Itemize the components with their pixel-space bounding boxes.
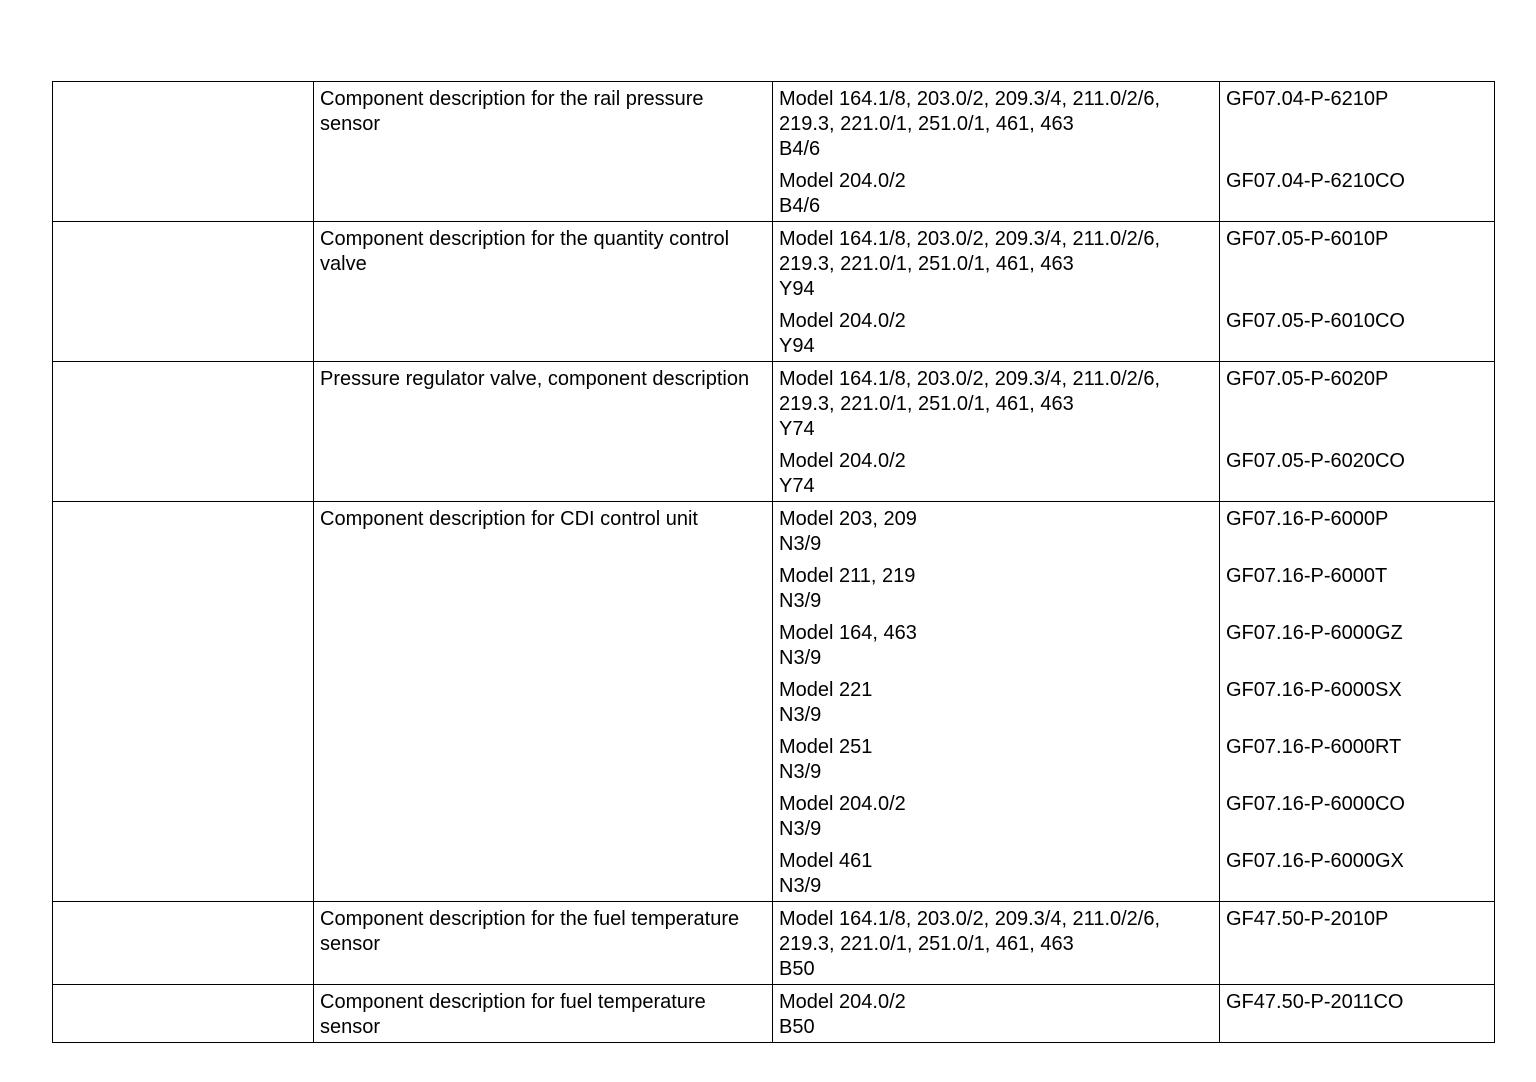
model-list: Model 221 bbox=[779, 679, 873, 701]
document-number-cell bbox=[1220, 985, 1495, 1043]
document-number: GF07.05-P-6010CO bbox=[1226, 310, 1405, 332]
model-entry bbox=[773, 502, 1219, 559]
model-list: Model 204.0/2 bbox=[779, 793, 906, 815]
model-list: Model 204.0/2 bbox=[779, 991, 906, 1013]
model-entry bbox=[773, 444, 1219, 501]
document-entry bbox=[1220, 502, 1494, 559]
component-description: Component description for the rail pressure sensor bbox=[320, 88, 710, 135]
model-applicability-cell bbox=[773, 362, 1220, 502]
document-number-cell bbox=[1220, 222, 1495, 362]
component-code: Y74 bbox=[779, 418, 815, 440]
document-entry bbox=[1220, 82, 1494, 164]
document-number-cell bbox=[1220, 82, 1495, 222]
document-number: GF07.16-P-6000CO bbox=[1226, 793, 1405, 815]
component-description-cell bbox=[314, 222, 773, 362]
component-code: N3/9 bbox=[779, 647, 822, 669]
model-entry bbox=[773, 222, 1219, 304]
component-description: Component description for the fuel temperature sensor bbox=[320, 908, 745, 955]
model-entry bbox=[773, 787, 1219, 844]
table-body bbox=[53, 82, 1495, 1043]
document-number: GF07.05-P-6020P bbox=[1226, 368, 1389, 390]
table-row bbox=[53, 82, 1495, 222]
model-applicability-cell bbox=[773, 902, 1220, 985]
component-code: N3/9 bbox=[779, 761, 822, 783]
component-description-cell bbox=[314, 502, 773, 902]
model-applicability-cell bbox=[773, 985, 1220, 1043]
model-entry bbox=[773, 362, 1219, 444]
component-code: Y94 bbox=[779, 278, 815, 300]
component-description: Pressure regulator valve, component description bbox=[320, 368, 750, 390]
component-description-cell bbox=[314, 902, 773, 985]
model-list: Model 204.0/2 bbox=[779, 170, 906, 192]
blank-cell bbox=[53, 985, 314, 1043]
model-entry bbox=[773, 559, 1219, 616]
document-number: GF07.05-P-6010P bbox=[1226, 228, 1389, 250]
component-description: Component description for CDI control unit bbox=[320, 508, 698, 530]
model-entry bbox=[773, 82, 1219, 164]
document-entry bbox=[1220, 730, 1494, 787]
document-number: GF07.05-P-6020CO bbox=[1226, 450, 1405, 472]
table-row bbox=[53, 222, 1495, 362]
model-entry bbox=[773, 844, 1219, 901]
model-applicability-cell bbox=[773, 502, 1220, 902]
document-entry bbox=[1220, 559, 1494, 616]
component-code: N3/9 bbox=[779, 818, 822, 840]
blank-cell bbox=[53, 222, 314, 362]
model-entry bbox=[773, 985, 1219, 1042]
document-entry bbox=[1220, 985, 1494, 1042]
document-entry bbox=[1220, 787, 1494, 844]
model-list: Model 164.1/8, 203.0/2, 209.3/4, 211.0/2/6, 219.3, 221.0/1, 251.0/1, 461, 463 bbox=[779, 228, 1166, 275]
document-number: GF07.16-P-6000T bbox=[1226, 565, 1388, 587]
model-entry bbox=[773, 902, 1219, 984]
model-entry bbox=[773, 164, 1219, 221]
model-entry bbox=[773, 616, 1219, 673]
model-list: Model 251 bbox=[779, 736, 873, 758]
document-entry bbox=[1220, 844, 1494, 901]
model-entry bbox=[773, 730, 1219, 787]
model-entry bbox=[773, 304, 1219, 361]
component-code: B50 bbox=[779, 1016, 815, 1038]
model-list: Model 461 bbox=[779, 850, 873, 872]
document-number: GF07.16-P-6000P bbox=[1226, 508, 1389, 530]
model-list: Model 164.1/8, 203.0/2, 209.3/4, 211.0/2/6, 219.3, 221.0/1, 251.0/1, 461, 463 bbox=[779, 88, 1166, 135]
document-number: GF07.04-P-6210P bbox=[1226, 88, 1389, 110]
model-list: Model 164.1/8, 203.0/2, 209.3/4, 211.0/2/6, 219.3, 221.0/1, 251.0/1, 461, 463 bbox=[779, 908, 1166, 955]
document-number: GF07.04-P-6210CO bbox=[1226, 170, 1405, 192]
document-number-cell bbox=[1220, 362, 1495, 502]
model-applicability-cell bbox=[773, 222, 1220, 362]
table-row bbox=[53, 362, 1495, 502]
document-number-cell bbox=[1220, 502, 1495, 902]
component-code: N3/9 bbox=[779, 533, 822, 555]
blank-cell bbox=[53, 362, 314, 502]
table-row bbox=[53, 502, 1495, 902]
document-entry bbox=[1220, 304, 1494, 361]
document-number: GF47.50-P-2011CO bbox=[1226, 991, 1404, 1013]
document-entry bbox=[1220, 222, 1494, 304]
document-entry bbox=[1220, 673, 1494, 730]
table-row bbox=[53, 902, 1495, 985]
component-code: B4/6 bbox=[779, 195, 821, 217]
blank-cell bbox=[53, 82, 314, 222]
document-entry bbox=[1220, 902, 1494, 984]
component-description-cell bbox=[314, 82, 773, 222]
document-entry bbox=[1220, 362, 1494, 444]
component-description: Component description for the quantity control valve bbox=[320, 228, 735, 275]
component-reference-table bbox=[52, 81, 1495, 1043]
document-entry bbox=[1220, 444, 1494, 501]
model-list: Model 204.0/2 bbox=[779, 450, 906, 472]
document-entry bbox=[1220, 164, 1494, 221]
component-code: N3/9 bbox=[779, 704, 822, 726]
model-list: Model 211, 219 bbox=[779, 565, 916, 587]
document-number: GF07.16-P-6000SX bbox=[1226, 679, 1402, 701]
component-code: B50 bbox=[779, 958, 815, 980]
blank-cell bbox=[53, 902, 314, 985]
document-number: GF07.16-P-6000RT bbox=[1226, 736, 1402, 758]
document-number: GF07.16-P-6000GX bbox=[1226, 850, 1404, 872]
component-code: N3/9 bbox=[779, 875, 822, 897]
component-code: N3/9 bbox=[779, 590, 822, 612]
document-number: GF47.50-P-2010P bbox=[1226, 908, 1389, 930]
model-list: Model 164.1/8, 203.0/2, 209.3/4, 211.0/2/6, 219.3, 221.0/1, 251.0/1, 461, 463 bbox=[779, 368, 1166, 415]
model-entry bbox=[773, 673, 1219, 730]
model-list: Model 203, 209 bbox=[779, 508, 917, 530]
model-list: Model 204.0/2 bbox=[779, 310, 906, 332]
component-description-cell bbox=[314, 985, 773, 1043]
document-entry bbox=[1220, 616, 1494, 673]
component-description: Component description for fuel temperature sensor bbox=[320, 991, 712, 1038]
model-list: Model 164, 463 bbox=[779, 622, 917, 644]
model-applicability-cell bbox=[773, 82, 1220, 222]
table-row bbox=[53, 985, 1495, 1043]
component-code: Y74 bbox=[779, 475, 815, 497]
component-description-cell bbox=[314, 362, 773, 502]
blank-cell bbox=[53, 502, 314, 902]
component-code: B4/6 bbox=[779, 138, 821, 160]
document-number: GF07.16-P-6000GZ bbox=[1226, 622, 1403, 644]
component-code: Y94 bbox=[779, 335, 815, 357]
document-number-cell bbox=[1220, 902, 1495, 985]
